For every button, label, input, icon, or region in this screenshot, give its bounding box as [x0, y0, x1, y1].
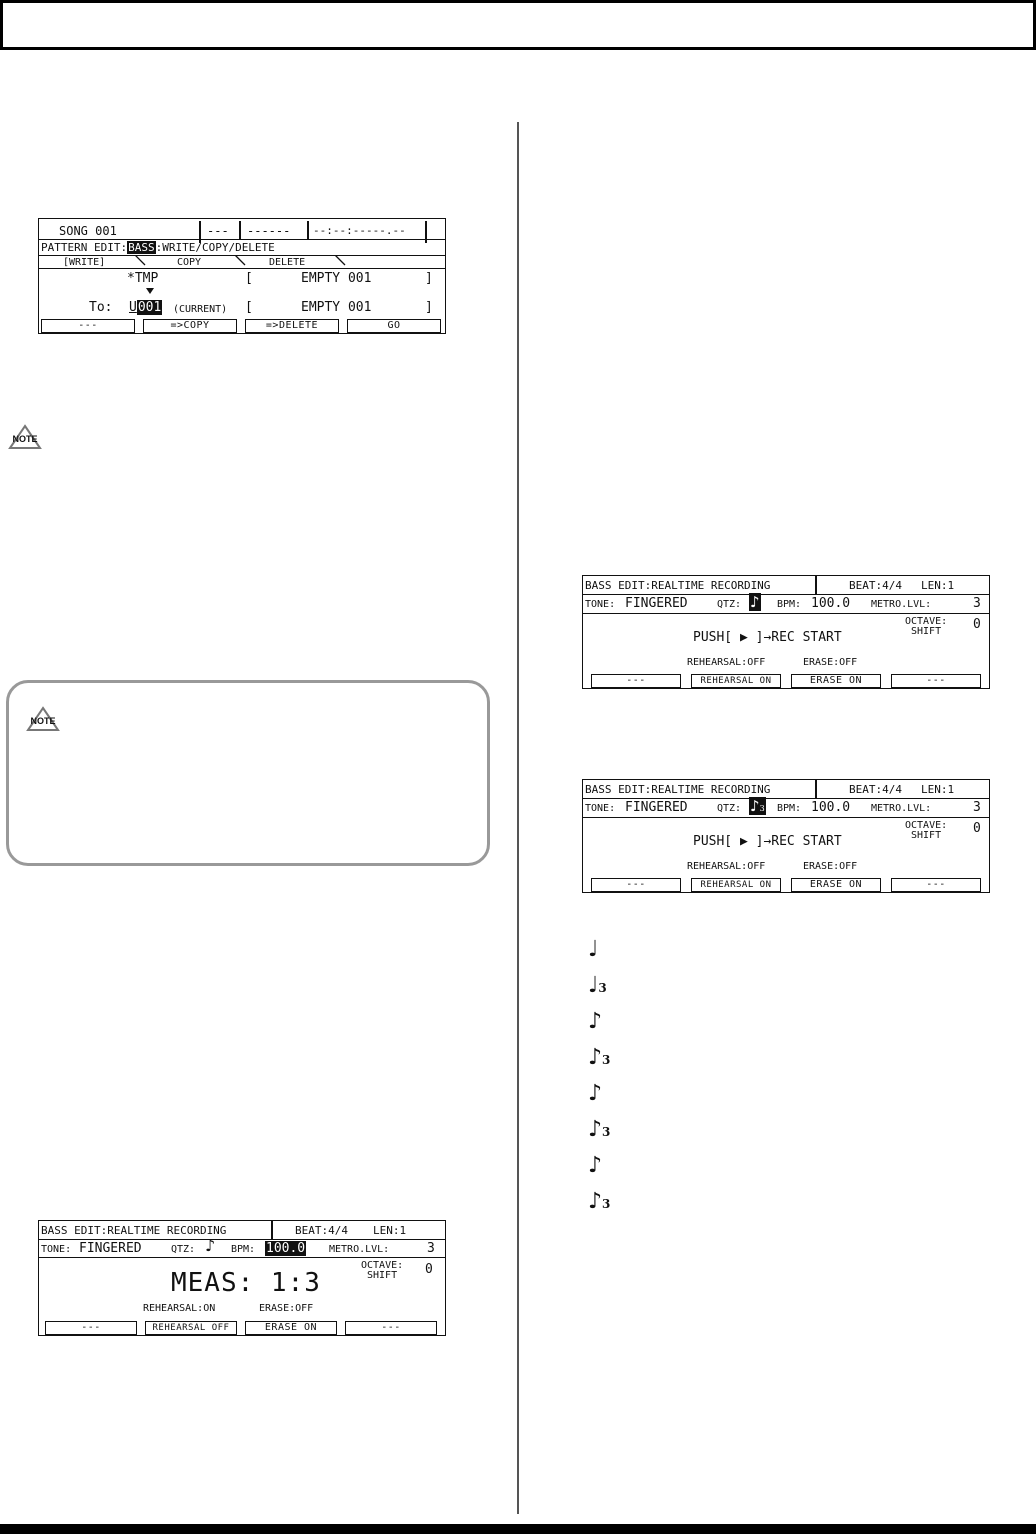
svg-text:NOTE: NOTE	[30, 716, 56, 726]
page-header-box	[0, 0, 1036, 50]
function-keys	[39, 1321, 445, 1335]
rehearsal-on-button[interactable]: REHEARSAL ON	[691, 878, 781, 892]
metro-value[interactable]: 3	[427, 1241, 435, 1256]
thirty-second-note-icon: ♪	[588, 1153, 603, 1178]
function-keys	[39, 319, 445, 333]
quarter-triplet-icon: ♩3	[588, 973, 607, 998]
function-keys	[583, 674, 989, 688]
rehearsal-on-button[interactable]: REHEARSAL ON	[691, 674, 781, 688]
metro-value[interactable]: 3	[973, 596, 981, 611]
erase-status: ERASE:OFF	[803, 861, 858, 872]
rehearsal-status: REHEARSAL:OFF	[687, 861, 766, 872]
eighth-note-icon: ♪	[588, 1009, 603, 1034]
copy-button[interactable]: =>COPY	[143, 319, 237, 333]
lcd-screen-realtime-meas: BASS EDIT:REALTIME RECORDING BEAT:4/4 LEN:1 TONE: FINGERED QTZ: ♪ BPM: 100.0 METRO.LVL: 3 OCTAVE: SHIFT 0 MEAS: 1:3 REHEARSAL:ON ERASE:OFF --- REHEARSAL OFF ERASE ON ---	[38, 1220, 446, 1336]
source-pattern[interactable]: *TMP	[127, 271, 159, 286]
thirty-second-triplet-icon: ♪3	[588, 1189, 611, 1214]
eighth-triplet-icon: ♪3	[588, 1045, 611, 1070]
push-rec-start: PUSH[ ▶ ]→REC START	[693, 630, 842, 645]
tab-dividers	[135, 255, 385, 269]
sixteenth-triplet-icon: ♪3	[588, 1117, 611, 1142]
len-value: LEN:1	[921, 783, 955, 796]
rehearsal-status: REHEARSAL:ON	[143, 1303, 216, 1314]
screen-title: PATTERN EDIT:BASS:WRITE/COPY/DELETE	[41, 241, 275, 254]
eighth-note-icon[interactable]: ♪	[205, 1236, 216, 1255]
tone-value[interactable]: FINGERED	[625, 800, 688, 815]
go-button[interactable]: GO	[347, 319, 441, 333]
function-keys	[583, 878, 989, 892]
f4-button[interactable]: ---	[345, 1321, 437, 1335]
counter-c: --:--:-----.--	[313, 224, 406, 237]
bpm-value[interactable]: 100.0	[266, 1241, 306, 1256]
len-value: LEN:1	[373, 1224, 407, 1237]
push-rec-start: PUSH[ ▶ ]→REC START	[693, 834, 842, 849]
screen-title: BASS EDIT:REALTIME RECORDING	[585, 783, 771, 796]
quarter-note-icon: ♩	[588, 937, 599, 962]
triangle-down-icon	[146, 288, 156, 296]
octave-value[interactable]: 0	[425, 1262, 433, 1277]
counter-a: ---	[207, 224, 229, 238]
source-empty: EMPTY 001	[301, 271, 372, 286]
erase-on-button[interactable]: ERASE ON	[791, 674, 881, 688]
f4-button[interactable]: ---	[891, 674, 981, 688]
screen-title: BASS EDIT:REALTIME RECORDING	[41, 1224, 227, 1237]
destination-empty: EMPTY 001	[301, 300, 372, 315]
len-value: LEN:1	[921, 579, 955, 592]
tab-write[interactable]: [WRITE]	[63, 257, 106, 268]
f1-button[interactable]: ---	[591, 674, 681, 688]
eighth-triplet-icon[interactable]: ♪3	[750, 797, 765, 815]
sixteenth-note-icon: ♪	[588, 1081, 603, 1106]
lcd-screen-realtime-push-2: BASS EDIT:REALTIME RECORDING BEAT:4/4 LEN:1 TONE: FINGERED QTZ: ♪3 BPM: 100.0 METRO.LVL: 3 OCTAVE: SHIFT 0 PUSH[ ▶ ]→REC START REHEARSAL:OFF ERASE:OFF --- REHEARSAL ON ERASE ON ---	[582, 779, 990, 893]
beat-value: BEAT:4/4	[849, 783, 902, 796]
screen-title: BASS EDIT:REALTIME RECORDING	[585, 579, 771, 592]
svg-text:NOTE: NOTE	[12, 434, 38, 444]
page-bottom-bar	[0, 1524, 1036, 1534]
beat-value: BEAT:4/4	[849, 579, 902, 592]
note-icon	[8, 424, 42, 454]
measure-display: MEAS: 1:3	[171, 1268, 321, 1298]
to-label: To:	[89, 300, 113, 315]
current-label: (CURRENT)	[173, 304, 228, 315]
note-icon	[26, 706, 60, 736]
octave-value[interactable]: 0	[973, 617, 981, 632]
eighth-note-icon[interactable]: ♪	[750, 593, 760, 611]
beat-value: BEAT:4/4	[295, 1224, 348, 1237]
note-box	[6, 680, 490, 866]
metro-value[interactable]: 3	[973, 800, 981, 815]
lcd-screen-pattern-edit: SONG 001 --- ------ --:--:-----.-- PATTERN EDIT:BASS:WRITE/COPY/DELETE [WRITE] COPY DELETE *TMP [ EMPTY 001 ] To: U001 (CURRENT) [ EMPTY 001 ] --- =>COPY =>DELETE GO	[38, 218, 446, 334]
tab-delete[interactable]: DELETE	[269, 257, 306, 268]
tone-value[interactable]: FINGERED	[79, 1241, 142, 1256]
f4-button[interactable]: ---	[891, 878, 981, 892]
erase-on-button[interactable]: ERASE ON	[245, 1321, 337, 1335]
f1-button[interactable]: ---	[45, 1321, 137, 1335]
tab-copy[interactable]: COPY	[177, 257, 202, 268]
lcd-screen-realtime-push-1: BASS EDIT:REALTIME RECORDING BEAT:4/4 LEN:1 TONE: FINGERED QTZ: ♪ BPM: 100.0 METRO.LVL: 3 OCTAVE: SHIFT 0 PUSH[ ▶ ]→REC START REHEARSAL:OFF ERASE:OFF --- REHEARSAL ON ERASE ON ---	[582, 575, 990, 689]
erase-on-button[interactable]: ERASE ON	[791, 878, 881, 892]
rehearsal-off-button[interactable]: REHEARSAL OFF	[145, 1321, 237, 1335]
rehearsal-status: REHEARSAL:OFF	[687, 657, 766, 668]
column-divider	[517, 122, 519, 1514]
bpm-value[interactable]: 100.0	[811, 800, 851, 815]
delete-button[interactable]: =>DELETE	[245, 319, 339, 333]
f1-button[interactable]: ---	[591, 878, 681, 892]
f1-button[interactable]: ---	[41, 319, 135, 333]
destination-pattern[interactable]: U001	[129, 300, 162, 315]
tone-value[interactable]: FINGERED	[625, 596, 688, 611]
counter-b: ------	[247, 224, 291, 238]
bpm-value[interactable]: 100.0	[811, 596, 851, 611]
octave-value[interactable]: 0	[973, 821, 981, 836]
song-label: SONG 001	[59, 224, 117, 238]
erase-status: ERASE:OFF	[803, 657, 858, 668]
erase-status: ERASE:OFF	[259, 1303, 314, 1314]
